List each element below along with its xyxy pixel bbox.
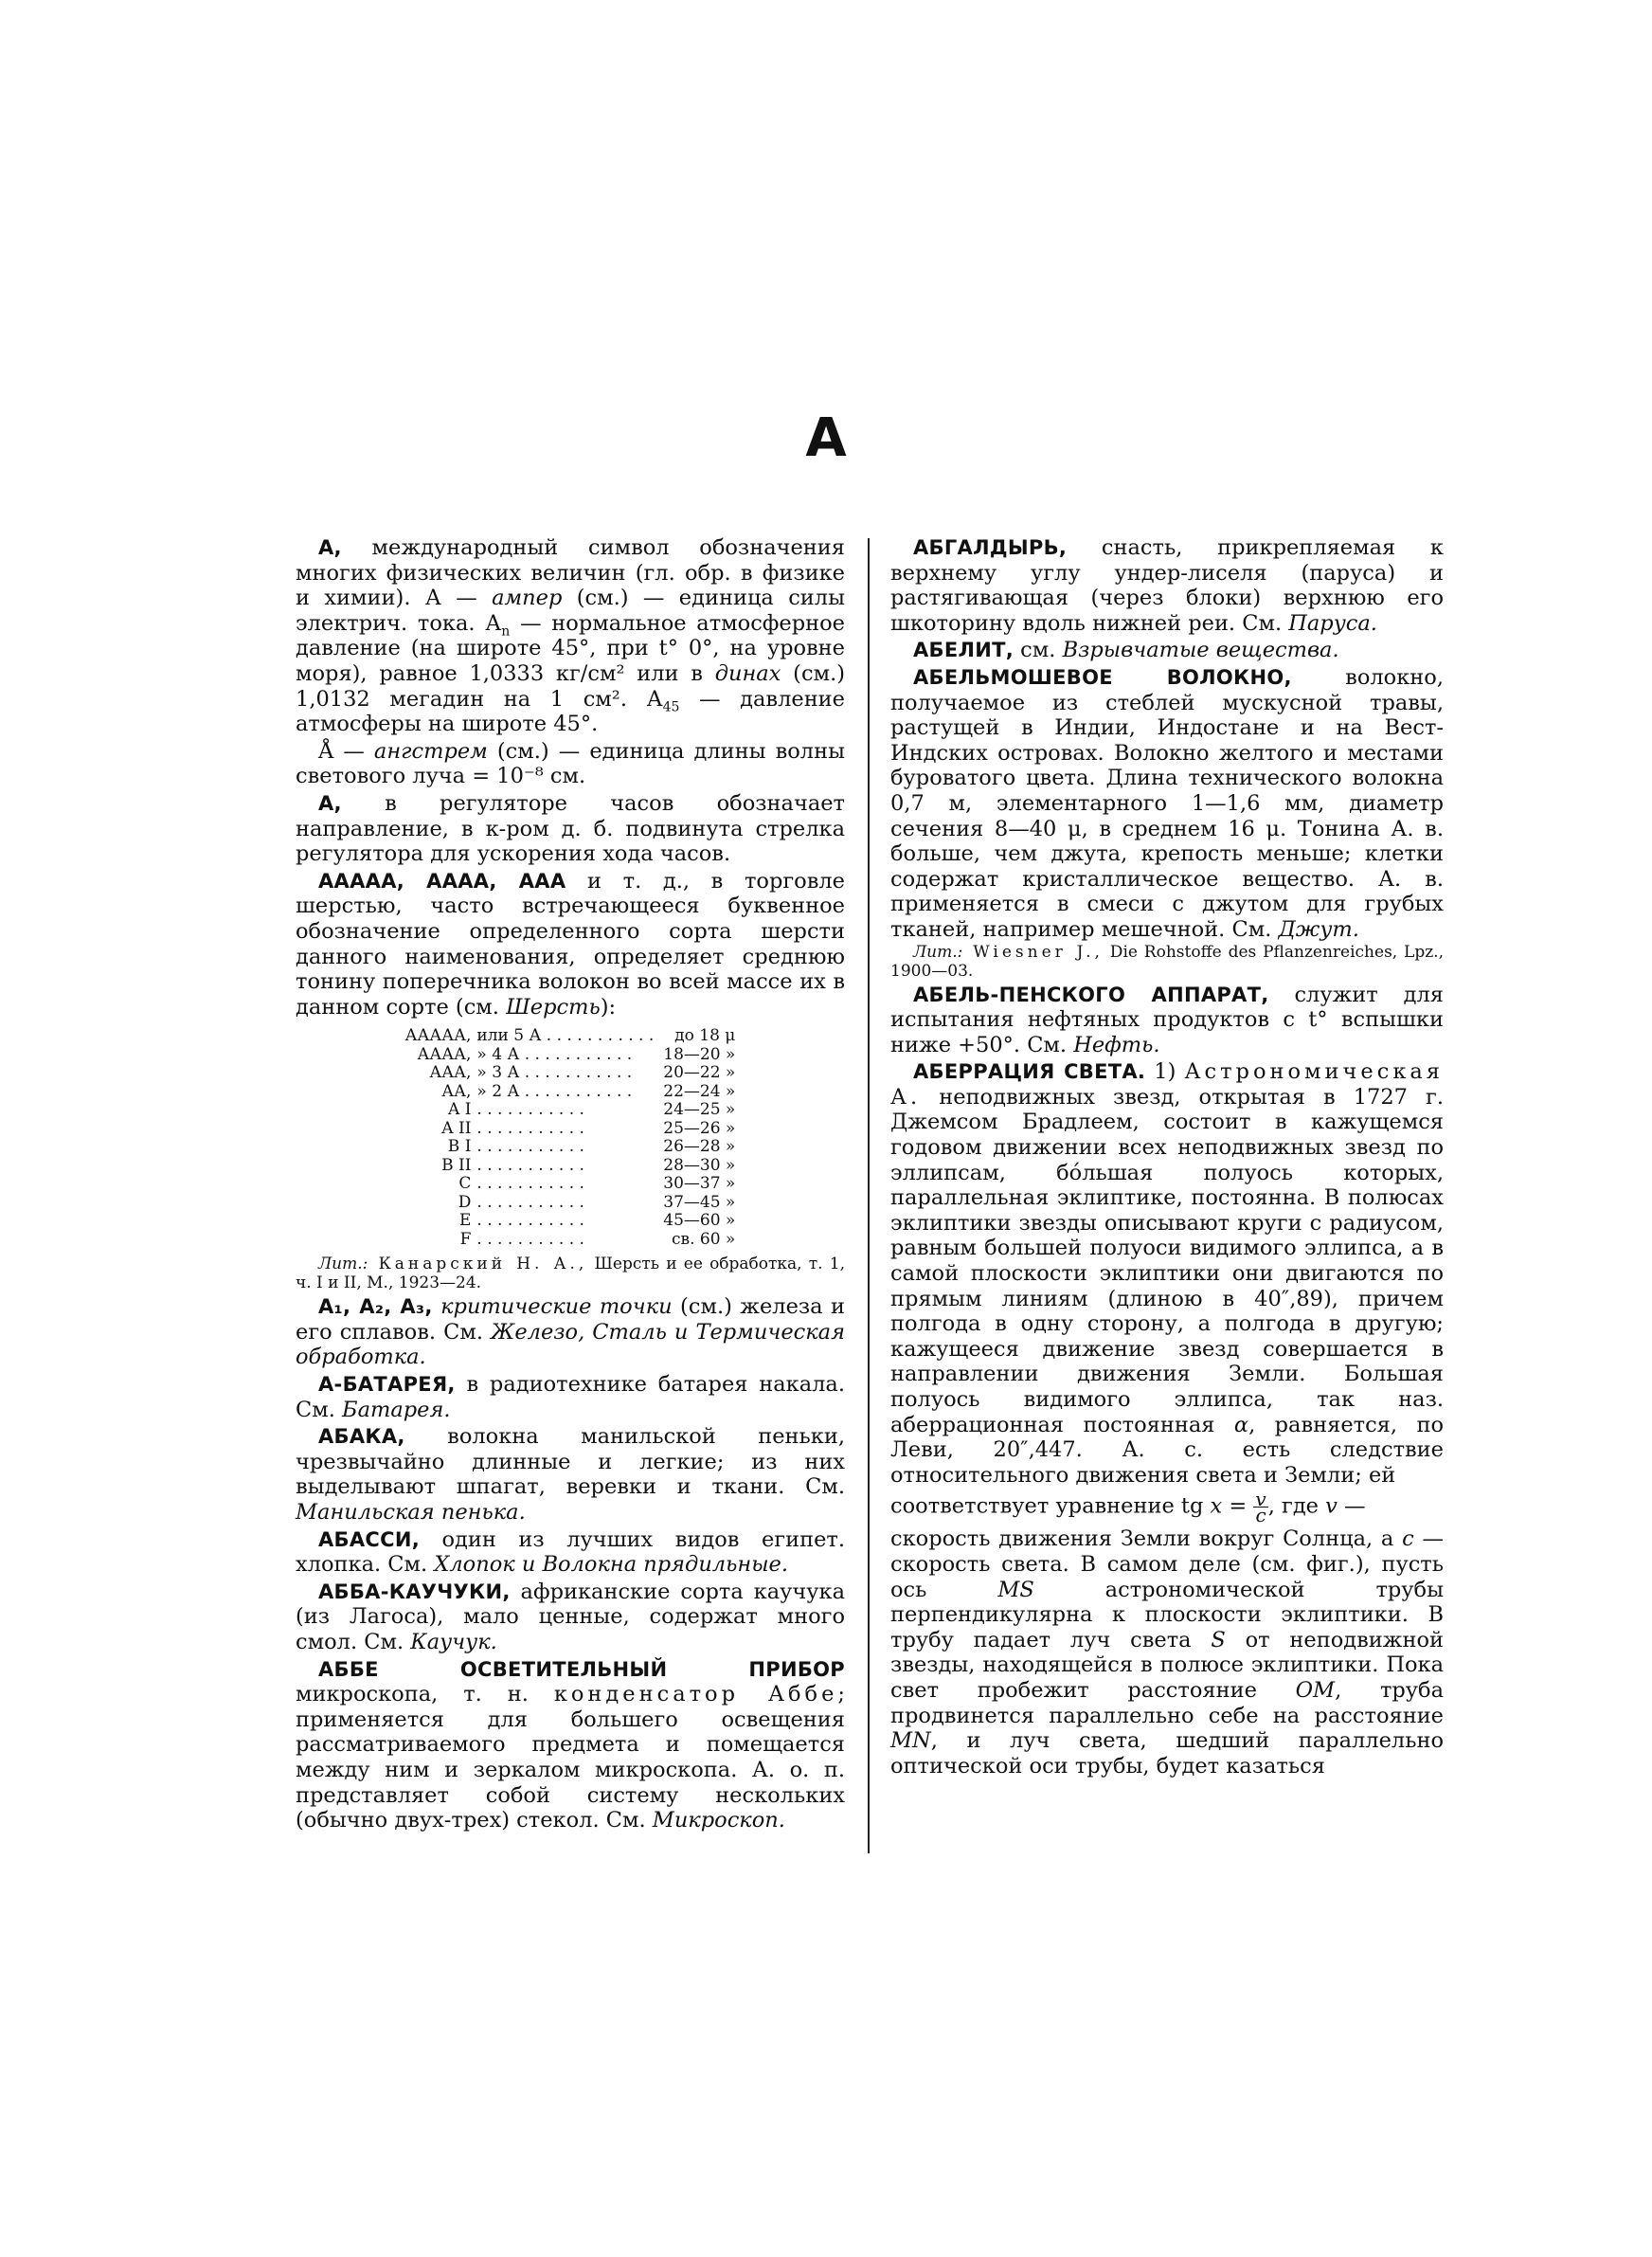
entry-abassi: АБАССИ, один из лучших видов египет. хлопка. См. Хлопок и Волокна прядильные. <box>296 1526 845 1578</box>
headword: АБГАЛДЫРЬ, <box>913 536 1068 559</box>
grade-code: C <box>458 1174 472 1194</box>
column-divider <box>868 538 870 1853</box>
entry-abelit: АБЕЛИТ, см. Взрывчатые вещества. <box>913 638 1339 663</box>
grade-range: св. 60 » <box>672 1229 736 1249</box>
headword: АББЕ ОСВЕТИТЕЛЬНЫЙ ПРИБОР <box>318 1657 845 1681</box>
aberration-equation: соответствует уравнение tg x = $\frac{v}{c}$ , где v — <box>890 1488 1366 1527</box>
fraction: $\frac{v}{c}$ <box>1255 1488 1266 1527</box>
grade-range: 26—28 » <box>663 1137 736 1157</box>
literature-note: Лит.: Wiesner J., Die Rohstoffe des Pflanzenreiches, Lpz., 1900—03. <box>890 942 1444 981</box>
grade-code: АА, <box>441 1081 472 1101</box>
grade-code: A II <box>441 1118 472 1138</box>
grade-alt: . . . . . . . . . . . <box>476 1229 584 1249</box>
headword: АБЕЛЬ-ПЕНСКОГО АППАРАТ, <box>913 983 1269 1006</box>
entry-abgaldyr: АБГАЛДЫРЬ, снасть, прикрепляемая к верхнему углу ундер-лиселя (паруса) и растягивающая (через блоки) верхнюю его шкоторину вдоль нижней реи. См. Паруса. <box>890 535 1444 636</box>
grade-range: 24—25 » <box>663 1100 736 1120</box>
entry-abel-pensky: АБЕЛЬ-ПЕНСКОГО АППАРАТ, служит для испытания нефтяных продуктов с t° вспышки ниже +50°. См. Нефть. <box>890 982 1444 1057</box>
grade-code: АААА, <box>417 1044 472 1064</box>
grade-alt: . . . . . . . . . . . <box>476 1192 584 1212</box>
headword: АБЕЛИТ, <box>913 639 1015 662</box>
grade-alt: » 2 А . . . . . . . . . . . <box>476 1081 633 1101</box>
entry-a-clock: А, в регуляторе часов обозначает направление, в к-ром д. б. подвинута стрелка регулятора для ускорения хода часов. <box>296 790 845 867</box>
left-column <box>296 535 845 1833</box>
grade-alt: » 4 А . . . . . . . . . . . <box>476 1044 633 1064</box>
grade-code: B II <box>441 1155 472 1175</box>
grade-code: D <box>458 1192 472 1212</box>
grade-range: 28—30 » <box>663 1155 736 1175</box>
entry-aaaaa: ААААА, АААА, ААА и т. д., в торговле шерстью, часто встречающееся буквенное обозначение определенного сорта шерсти данного наименования, определяет среднюю тонину поперечника волокон во всей массе их в данном сорте (см. Шерсть): <box>296 868 845 1020</box>
grade-range: 20—22 » <box>663 1063 736 1083</box>
grade-row <box>404 1175 738 1194</box>
headword: А₁, А₂, А₃, <box>318 1295 433 1319</box>
entry-aberration: АБЕРРАЦИЯ СВЕТА. 1) Астрономическая А. неподвижных звезд, открытая в 1727 г. Джемсом Брадлеем, состоит в кажущемся годовом движении всех неподвижных звезд по эллипсам, бо́льшая полуось которых, параллельная эклиптике, постоянна. В полюсах эклиптики звезды описывают круги с радиусом, равным большей полуоси видимого эллипса, а в самой плоскости эклиптики они двигаются по прямым линиям (длиною в 40″,89), причем полгода в одну сторону, а полгода в другую; кажущееся движение звезд совершается в направлении движения Земли. Большая полуось видимого эллипса, так наз. аберрационная постоянная α, равняется, по Леви, 20″,447. А. с. есть следствие относительного движения света и Земли; ей <box>890 1059 1444 1488</box>
grade-row <box>404 1083 738 1102</box>
headword: АББА-КАУЧУКИ, <box>318 1580 511 1603</box>
grade-row <box>404 1231 738 1250</box>
literature-note: Лит.: Канарский Н. А., Шерсть и ее обработка, т. 1, ч. I и II, М., 1923—24. <box>296 1255 845 1293</box>
grade-alt: . . . . . . . . . . . <box>476 1118 584 1138</box>
headword: ААААА, АААА, ААА <box>318 869 566 893</box>
grade-range: 18—20 » <box>663 1044 736 1064</box>
grade-row <box>404 1027 738 1046</box>
headword: А, <box>318 536 342 559</box>
grade-row <box>404 1194 738 1213</box>
grade-code: B I <box>447 1137 472 1157</box>
grade-row <box>404 1046 738 1065</box>
grade-row <box>404 1101 738 1120</box>
grade-range: 45—60 » <box>663 1211 736 1231</box>
grade-alt: » 3 А . . . . . . . . . . . <box>476 1063 633 1083</box>
grade-row <box>404 1064 738 1083</box>
aberration-continued: скорость движения Земли вокруг Солнца, а c — скорость света. В самом деле (см. фиг.), пусть ось MS астрономической трубы перпендикулярна к плоскости эклиптики. В трубу падает луч света S от неподвижной звезды, находящейся в полюсе эклиптики. Пока свет пробежит расстояние OM, труба продвинется параллельно себе на расстояние MN, и луч света, шедший параллельно оптической оси трубы, будет казаться <box>890 1526 1445 1779</box>
headword: А-БАТАРЕЯ, <box>318 1373 456 1397</box>
grade-row <box>404 1120 738 1139</box>
entry-abelmosh-fiber: АБЕЛЬМОШЕВОЕ ВОЛОКНО, волокно, получаемое из стеблей мускусной травы, растущей в Индии, Индостане и на Вест-Индских островах. Волокно желтого и местами буроватого цвета. Длина технического волокна 0,7 м, элементарного 1—1,6 мм, диаметр сечения 8—40 μ, в среднем 16 μ. Тонина А. в. больше, чем джута, крепость меньше; клетки содержат кристаллическое вещество. А. в. применяется в смеси с джутом для грубых тканей, например мешечной. См. Джут. <box>890 664 1444 942</box>
grade-row <box>404 1157 738 1176</box>
entry-a-symbol: А, международный символ обозначения многих физических величин (гл. обр. в физике и химии). А — ампер (см.) — единица силы электрич. тока. $А_n$ — нормальное атмосферное давление (на широте 45°, при t° 0°, на уровне моря), равное 1,0333 кг/см² или в динах (см.) 1,0132 мегадин на 1 см². $А_{45}$ — давление атмосферы на широте 45°. <box>296 535 845 737</box>
grade-alt: . . . . . . . . . . . <box>476 1137 584 1157</box>
headword: АБАКА, <box>318 1425 405 1449</box>
entry-abbe-condenser: АББЕ ОСВЕТИТЕЛЬНЫЙ ПРИБОР микроскопа, т. н. конденсатор Аббе; применяется для большего освещения рассматриваемого предмета и помещается между ним и зеркалом микроскопа. А. о. п. представляет собой систему нескольких (обычно двух-трех) стекол. См. Микроскоп. <box>296 1657 845 1833</box>
entry-a-battery: А-БАТАРЕЯ, в радиотехнике батарея накала. См. Батарея. <box>296 1372 845 1422</box>
right-column <box>890 535 1444 1779</box>
grade-code: ААА, <box>429 1063 472 1083</box>
grade-alt: . . . . . . . . . . . <box>476 1211 584 1231</box>
grade-code: ААААА, <box>404 1026 472 1046</box>
grade-row <box>404 1138 738 1157</box>
headword: АБЕЛЬМОШЕВОЕ ВОЛОКНО, <box>913 665 1292 689</box>
entry-angstrom: Å — ангстрем (см.) — единица длины волны светового луча = 10⁻⁸ см. <box>296 738 845 789</box>
grade-alt: . . . . . . . . . . . <box>476 1155 584 1175</box>
headword: А, <box>318 791 342 815</box>
grade-alt: . . . . . . . . . . . <box>476 1174 584 1194</box>
grade-range: 25—26 » <box>663 1118 736 1138</box>
grade-alt: или 5 А . . . . . . . . . . . <box>476 1026 655 1046</box>
headword: АБАССИ, <box>318 1527 420 1551</box>
grade-range: 30—37 » <box>663 1174 736 1194</box>
entry-abaka: АБАКА, волокна манильской пеньки, чрезвычайно длинные и легкие; из них выделывают шпагат, веревки и ткани. См. Манильская пенька. <box>296 1424 845 1526</box>
entry-abba-rubber: АББА-КАУЧУКИ, африканские сорта каучука (из Лагоса), мало ценные, содержат много смол. См. Каучук. <box>296 1579 845 1654</box>
grade-code: A I <box>448 1100 472 1120</box>
grade-row <box>404 1212 738 1231</box>
section-letter: А <box>805 407 847 469</box>
wool-grade-table <box>404 1027 738 1249</box>
grade-range: 22—24 » <box>663 1081 736 1101</box>
grade-code: F <box>459 1229 472 1249</box>
headword: АБЕРРАЦИЯ СВЕТА. <box>913 1060 1146 1084</box>
grade-range: 37—45 » <box>663 1192 736 1212</box>
grade-code: E <box>459 1211 472 1231</box>
grade-alt: . . . . . . . . . . . <box>476 1100 584 1120</box>
entry-critical-points: А₁, А₂, А₃, критические точки (см.) железа и его сплавов. См. Железо, Сталь и Термическая обработка. <box>296 1294 845 1370</box>
grade-range: до 18 μ <box>674 1026 736 1046</box>
